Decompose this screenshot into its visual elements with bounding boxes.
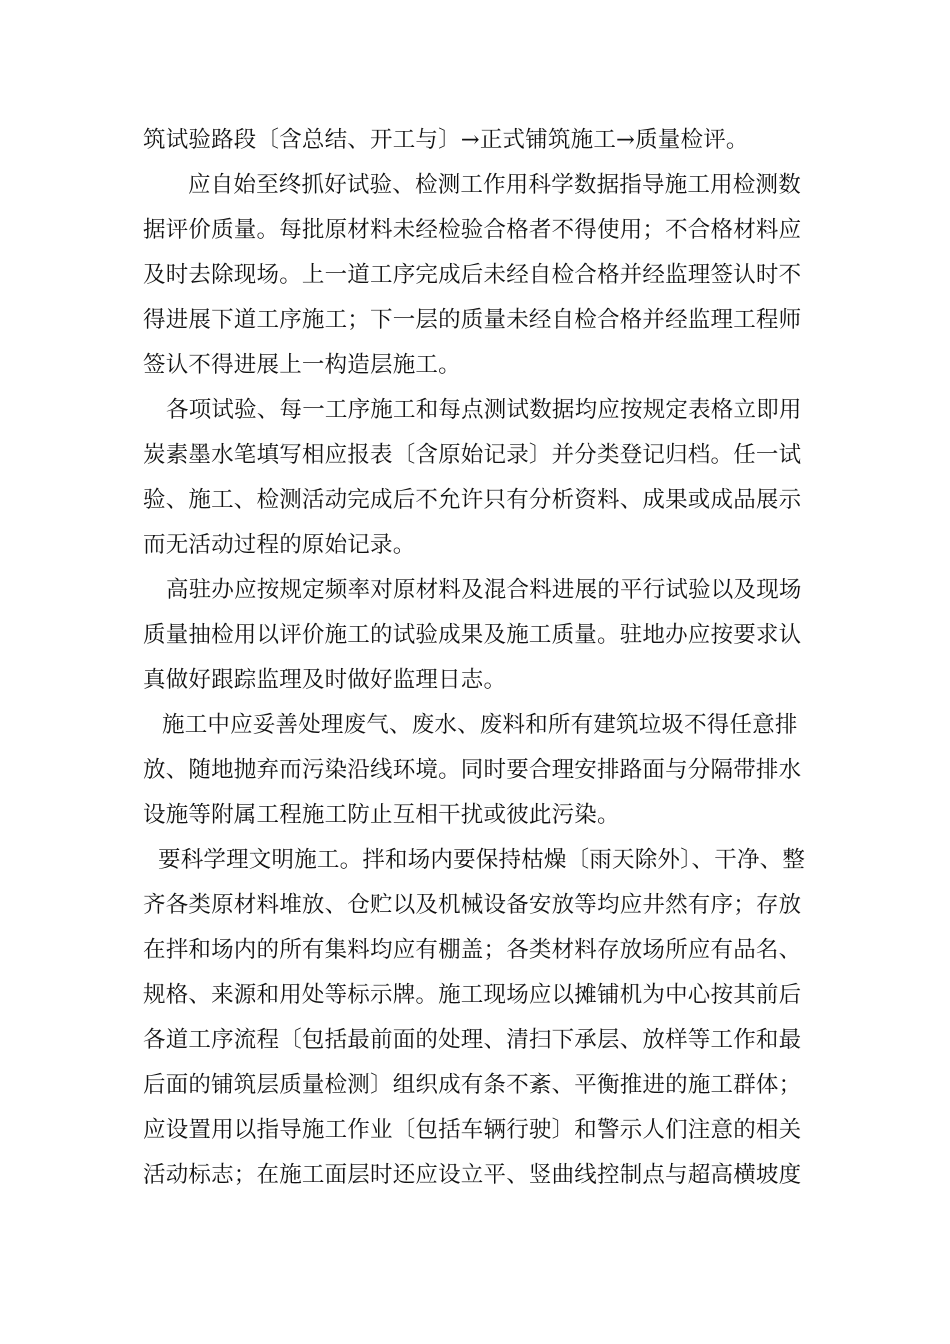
text-line: 高驻办应按规定频率对原材料及混合料进展的平行试验以及现场 xyxy=(166,577,802,603)
text-line: 据评价质量。每批原材料未经检验合格者不得使用；不合格材料应 xyxy=(143,217,802,243)
text-line: 后面的铺筑层质量检测〕组织成有条不紊、平衡推进的施工群体； xyxy=(143,1072,802,1098)
text-line: 在拌和场内的所有集料均应有棚盖；各类材料存放场所应有品名、 xyxy=(143,937,802,963)
text-line: 设施等附属工程施工防止互相干扰或彼此污染。 xyxy=(143,802,620,828)
text-line: 筑试验路段〔含总结、开工与〕→正式铺筑施工→质量检评。 xyxy=(143,127,749,153)
text-line: 验、施工、检测活动完成后不允许只有分析资料、成果或成品展示 xyxy=(143,487,802,513)
text-line: 质量抽检用以评价施工的试验成果及施工质量。驻地办应按要求认 xyxy=(143,622,802,648)
text-line: 应自始至终抓好试验、检测工作用科学数据指导施工用检测数 xyxy=(188,172,801,198)
text-line: 及时去除现场。上一道工序完成后未经自检合格并经监理签认时不 xyxy=(143,262,802,288)
text-line: 规格、来源和用处等标示牌。施工现场应以摊铺机为中心按其前后 xyxy=(143,982,802,1008)
text-line: 炭素墨水笔填写相应报表〔含原始记录〕并分类登记归档。任一试 xyxy=(143,442,802,468)
text-line: 应设置用以指导施工作业〔包括车辆行驶〕和警示人们注意的相关 xyxy=(143,1117,802,1143)
text-line: 放、随地抛弃而污染沿线环境。同时要合理安排路面与分隔带排水 xyxy=(143,757,802,783)
text-line: 而无活动过程的原始记录。 xyxy=(143,532,416,558)
text-line: 要科学理文明施工。拌和场内要保持枯燥〔雨天除外〕、干净、整 xyxy=(158,847,806,873)
text-line: 活动标志；在施工面层时还应设立平、竖曲线控制点与超高横坡度 xyxy=(143,1162,802,1188)
text-line: 真做好跟踪监理及时做好监理日志。 xyxy=(143,667,507,693)
text-line: 签认不得进展上一构造层施工。 xyxy=(143,352,461,378)
text-line: 施工中应妥善处理废气、废水、废料和所有建筑垃圾不得任意排 xyxy=(162,712,798,738)
text-line: 齐各类原材料堆放、仓贮以及机械设备安放等均应井然有序；存放 xyxy=(143,892,802,918)
text-line: 各道工序流程〔包括最前面的处理、清扫下承层、放样等工作和最 xyxy=(143,1027,802,1053)
text-line: 各项试验、每一工序施工和每点测试数据均应按规定表格立即用 xyxy=(166,397,802,423)
text-line: 得进展下道工序施工；下一层的质量未经自检合格并经监理工程师 xyxy=(143,307,802,333)
